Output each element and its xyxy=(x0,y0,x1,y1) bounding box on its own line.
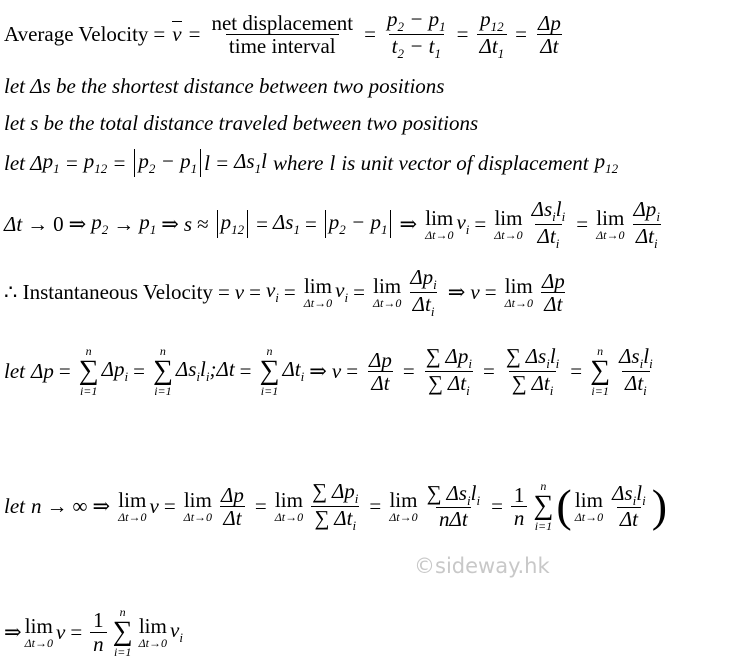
net-displacement-text: net displacement xyxy=(211,10,354,35)
equation-n-to-infinity: let n → ∞ ⇒ lim Δt→0 v = lim Δt→0 $\frac{\Delta p}{\Delta t}$ = lim Δt→0 $\frac{\sum \Delta p_i}{\sum \Delta t_i}$ = lim Δt→0 $\frac{\sum \Delta s_il_i}{\text{nΔt}}$ = $\frac{1}{n}$ n ∑ i=1 ( lim Δt→0 $\frac{\Delta s_il_i}{\Delta t}$ ) xyxy=(4,479,668,534)
fraction-p2-minus-p1: $\frac{p_2 - p_1}{t_2 - t_1}$ xyxy=(386,7,446,61)
equation-limit-displacement: Δt → 0 ⇒ $p_2$ → $p_1$ ⇒ s ≈ $p_{12}$ = $\Delta s_1$ = $p_2 - p_1$ ⇒ lim Δt→0 $v_i$ = lim Δt→0 $\frac{\Delta s_il_i}{\Delta t_i}$ = lim Δt→0 $\frac{\Delta p_i}{\Delta t_i}$ xyxy=(4,197,660,251)
instantaneous-velocity-label: ∴ Instantaneous Velocity xyxy=(4,279,213,304)
fraction-net-displacement xyxy=(208,12,356,57)
fraction-dp-dt: $\frac{\Delta p}{\Delta t}$ xyxy=(538,10,561,58)
equation-instantaneous-velocity: ∴ Instantaneous Velocity = v = $v_i$ = lim Δt→0 $v_i$ = lim Δt→0 $\frac{\Delta p_i}{\Delta t_i}$ ⇒ v = lim Δt→0 $\frac{\Delta p}{\Delta t}$ xyxy=(4,265,565,319)
statement-shortest-distance: let Δs be the shortest distance between two positions xyxy=(4,74,445,98)
time-interval-text: time interval xyxy=(226,34,339,57)
average-velocity-label: Average Velocity xyxy=(4,21,149,46)
v-bar: v xyxy=(172,22,182,47)
equation-average-velocity: Average Velocity = v = $\frac{\text{net displacement}}{\text{time interval}}$ = $\frac{p_2 - p_1}{t_2 - t_1}$ = $\frac{p_{12}}{\Delta t_1}$ = $\frac{\Delta p}{\Delta t}$ xyxy=(4,8,567,60)
statement-total-distance: let s be the total distance traveled between two positions xyxy=(4,111,479,135)
equation-displacement-unit-vector: let Δ $p_1$ = $p_{12}$ = $p_2 - p_1$ l = $\Delta s_1l$ where l is unit vector of displacement $p_{12}$ xyxy=(4,149,619,176)
watermark: ©sideway.hk xyxy=(414,554,550,578)
equation-final: ⇒ lim Δt→0 v = $\frac{1}{n}$ n ∑ i=1 lim Δt→0 $v_i$ xyxy=(4,605,183,659)
equation-sum-decomposition: let Δp = n ∑ i=1 $\Delta p_i$ = n ∑ i=1 $\Delta s_il_i;\Delta t$ = n ∑ i=1 $\Delta t_i$ ⇒ v = $\frac{\Delta p}{\Delta t}$ = $\frac{\sum \Delta p_i}{\sum \Delta t_i}$ = $\frac{\sum \Delta s_il_i}{\sum \Delta t_i}$ = n ∑ i=1 $\frac{\Delta s_il_i}{\Delta t_i}$ xyxy=(4,344,653,399)
fraction-p12: $\frac{p_{12}}{\Delta t_1}$ xyxy=(477,8,508,60)
